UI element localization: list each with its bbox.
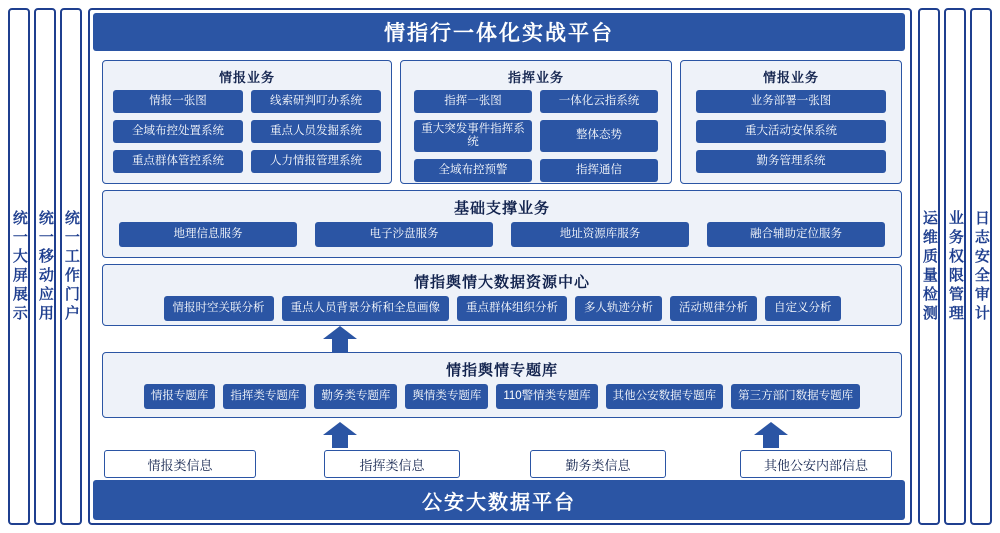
chip-subject-6[interactable]: 其他公安数据专题库 — [606, 384, 724, 409]
panel-base-support-items — [103, 222, 901, 254]
panel-bigdata-center — [102, 264, 902, 326]
chip-intel-2[interactable]: 线索研判叮办系统 — [251, 90, 381, 113]
chip-command-2[interactable]: 一体化云指系统 — [540, 90, 658, 113]
col-yunwei-label: 运维质量检测 — [920, 209, 938, 324]
panel-base-support — [102, 190, 902, 258]
chip-command-4[interactable]: 整体态势 — [540, 120, 658, 152]
chip-bigdata-6[interactable]: 自定义分析 — [765, 296, 841, 321]
panel-intel-business-2-items — [681, 90, 901, 180]
panel-bigdata-center-items — [103, 296, 901, 328]
col-tong-gongzuo-label: 统一工作门户 — [62, 209, 80, 324]
col-yunwei[interactable] — [918, 8, 940, 525]
chip-command-6[interactable]: 指挥通信 — [540, 159, 658, 182]
panel-command-business-items — [401, 90, 671, 189]
up-arrow-icon-bigdata — [323, 326, 357, 352]
info-box-command[interactable]: 指挥类信息 — [324, 450, 460, 478]
chip-intel-6[interactable]: 人力情报管理系统 — [251, 150, 381, 173]
chip-bigdata-3[interactable]: 重点群体组织分析 — [457, 296, 567, 321]
up-arrow-icon-subject-right — [754, 422, 788, 448]
chip-base-4[interactable]: 融合辅助定位服务 — [707, 222, 885, 247]
chip-subject-4[interactable]: 舆情类专题库 — [405, 384, 488, 409]
chip-bigdata-2[interactable]: 重点人员背景分析和全息画像 — [282, 296, 450, 321]
col-rizhi-label: 日志安全审计 — [972, 209, 990, 324]
panel-subject-library-items — [103, 384, 901, 416]
panel-command-business-title: 指挥业务 — [507, 70, 564, 85]
col-quanxian-label: 业务权限管理 — [946, 209, 964, 324]
chip-intel-1[interactable]: 情报一张图 — [113, 90, 243, 113]
panel-intel-business-2 — [680, 60, 902, 184]
panel-subject-library-title: 情指舆情专题库 — [445, 362, 558, 379]
chip-subject-5[interactable]: 110警情类专题库 — [496, 384, 597, 409]
col-quanxian[interactable] — [944, 8, 966, 525]
panel-intel-business — [102, 60, 392, 184]
col-tong-gongzuo[interactable] — [60, 8, 82, 525]
chip-base-3[interactable]: 地址资源库服务 — [511, 222, 689, 247]
info-box-other-internal[interactable]: 其他公安内部信息 — [740, 450, 892, 478]
panel-subject-library — [102, 352, 902, 418]
panel-intel-business-title: 情报业务 — [218, 70, 275, 85]
panel-command-business — [400, 60, 672, 184]
col-tong-yi-dong-label: 统一移动应用 — [36, 209, 54, 324]
chip-intel-5[interactable]: 重点群体管控系统 — [113, 150, 243, 173]
chip-subject-3[interactable]: 勤务类专题库 — [314, 384, 397, 409]
info-box-duty[interactable]: 勤务类信息 — [530, 450, 666, 478]
chip-base-2[interactable]: 电子沙盘服务 — [315, 222, 493, 247]
chip-intel-4[interactable]: 重点人员发掘系统 — [251, 120, 381, 143]
chip-bigdata-5[interactable]: 活动规律分析 — [670, 296, 757, 321]
chip-bigdata-1[interactable]: 情报时空关联分析 — [164, 296, 274, 321]
chip-subject-7[interactable]: 第三方部门数据专题库 — [731, 384, 860, 409]
chip-subject-2[interactable]: 指挥类专题库 — [223, 384, 306, 409]
chip-base-1[interactable]: 地理信息服务 — [119, 222, 297, 247]
page-title: 情指行一体化实战平台 — [93, 13, 905, 51]
col-tong-yi-dong[interactable] — [34, 8, 56, 525]
chip-command-5[interactable]: 全域布控预警 — [414, 159, 532, 182]
col-tong-da-ping-label: 统一大屏展示 — [10, 209, 28, 324]
chip-command-1[interactable]: 指挥一张图 — [414, 90, 532, 113]
col-tong-da-ping[interactable] — [8, 8, 30, 525]
chip-intel2-2[interactable]: 重大活动安保系统 — [696, 120, 886, 143]
panel-bigdata-center-title: 情指舆情大数据资源中心 — [413, 274, 590, 291]
panel-intel-business-items — [103, 90, 391, 180]
col-rizhi[interactable] — [970, 8, 992, 525]
platform-frame — [88, 8, 912, 525]
chip-bigdata-4[interactable]: 多人轨迹分析 — [575, 296, 662, 321]
up-arrow-icon-subject-left — [323, 422, 357, 448]
platform-footer-title: 公安大数据平台 — [93, 480, 905, 520]
chip-intel-3[interactable]: 全域布控处置系统 — [113, 120, 243, 143]
chip-intel2-1[interactable]: 业务部署一张图 — [696, 90, 886, 113]
panel-base-support-title: 基础支撑业务 — [453, 200, 550, 217]
chip-intel2-3[interactable]: 勤务管理系统 — [696, 150, 886, 173]
panel-intel-business-2-title: 情报业务 — [762, 70, 819, 85]
chip-command-3[interactable]: 重大突发事件指挥系统 — [414, 120, 532, 152]
info-box-intel[interactable]: 情报类信息 — [104, 450, 256, 478]
chip-subject-1[interactable]: 情报专题库 — [144, 384, 216, 409]
